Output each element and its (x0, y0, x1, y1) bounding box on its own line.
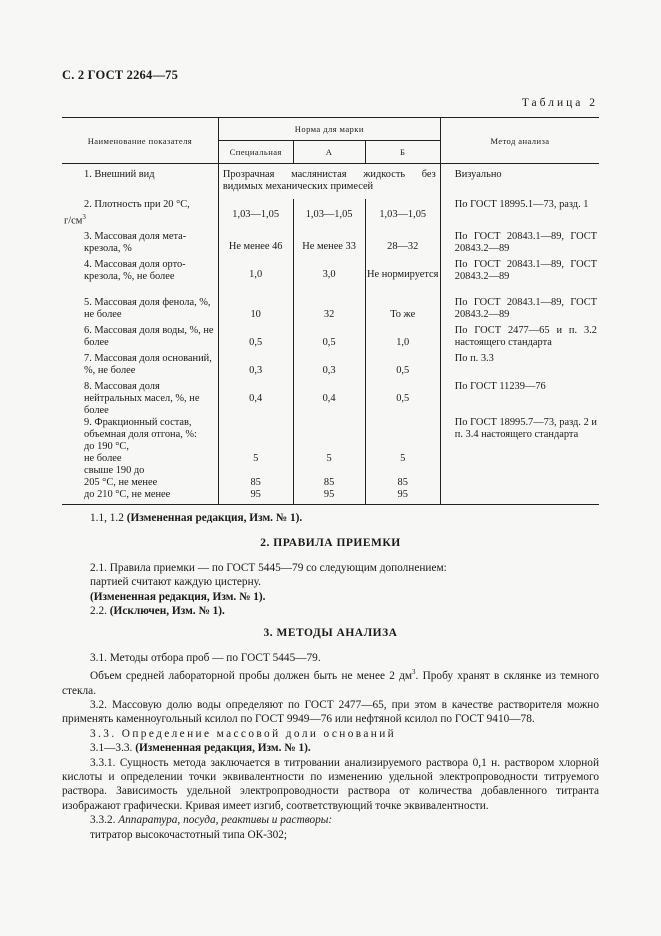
table-row: 3. Массовая доля мета-крезола, % Не менее 46 Не менее 33 28—32 По ГОСТ 20843.1—89, ГОСТ 20843.2—89 (62, 231, 599, 259)
section-2-body: 2.1. Правила приемки — по ГОСТ 5445—79 со следующим дополнением: партией считают каждую цистерну. (Измененная редакция, Изм. № 1). 2.2. (Исключен, Изм. № 1). (90, 562, 447, 618)
table-row: 8. Массовая доля нейтральных масел, %, не более 0,4 0,4 0,5 По ГОСТ 11239—76 (62, 381, 599, 417)
table-row: 2. Плотность при 20 °С, $г/см^3$ 1,03—1,05 1,03—1,05 1,03—1,05 По ГОСТ 18995.1—73, разд. 1 (62, 199, 599, 231)
spec-table (62, 117, 599, 505)
col-header-name: Наименование показателя (62, 118, 218, 164)
section-3-title: 3. МЕТОДЫ АНАЛИЗА (263, 627, 398, 639)
col-header-b: Б (365, 141, 440, 164)
col-header-special: Специальная (218, 141, 293, 164)
table-row: 6. Массовая доля воды, %, не более 0,5 0,5 1,0 По ГОСТ 2477—65 и п. 3.2 настоящего стандарта (62, 325, 599, 353)
row1-norm: Прозрачная маслянистая жидкость без видимых механических примесей (218, 164, 440, 200)
table-row: 7. Массовая доля оснований, %, не более 0,3 0,3 0,5 По п. 3.3 (62, 353, 599, 381)
section-2-title: 2. ПРАВИЛА ПРИЕМКИ (260, 537, 401, 549)
table-row: 1. Внешний вид Прозрачная маслянистая жидкость без видимых механических примесей Визуально (62, 164, 599, 200)
table-row: 4. Массовая доля орто-крезола, %, не более 1,0 3,0 Не нормируется По ГОСТ 20843.1—89, ГОСТ 20843.2—89 (62, 259, 599, 297)
col-header-method: Метод анализа (440, 118, 599, 164)
col-header-norm: Норма для марки (218, 118, 440, 141)
col-header-a: А (293, 141, 365, 164)
table-note: 1.1, 1.2 (Измененная редакция, Изм. № 1). (90, 512, 303, 524)
row1-method: Визуально (440, 164, 599, 200)
table-caption: Таблица 2 (521, 97, 598, 109)
table-row: 9. Фракционный состав, объемная доля отгона, %: до 190 °С, не более свыше 190 до 205 °С, не менее до 210 °С, не менее 5 85 95 5 85 95 5 85 95 По ГОСТ 18995.7—73, разд. 2 и п. 3.4 настоящего стандарта (62, 417, 599, 505)
table-row: 5. Массовая доля фенола, %, не более 10 32 То же По ГОСТ 20843.1—89, ГОСТ 20843.2—89 (62, 297, 599, 325)
page-header: С. 2 ГОСТ 2264—75 (62, 68, 179, 82)
section-3-body: 3.1. Методы отбора проб — по ГОСТ 5445—79. Объем средней лабораторной пробы должен быть не менее 2 $дм^3$. Пробу хранят в склянке из темного стекла. 3.2. Массовую долю воды определяют по ГОСТ 2477—65, при этом в качестве растворителя можно применять каменноугольный ксилол по ГОСТ 9949—76 или нефтяной ксилол по ГОСТ 9410—78. 3.3. Определение массовой доли оснований 3.1—3.3. (Измененная редакция, Изм. № 1). 3.3.1. Сущность метода заключается в титровании анализируемого раствора 0,1 н. раствором хлорной кислоты и определении точки эквивалентности по изменению удельной электропроводности титруемого раствора. Зависимость удельной электропроводности раствора от количества добавленного титранта изображают графически. Кривая имеет изгиб, соответствующий точке эквивалентности. 3.3.2. Аппаратура, посуда, реактивы и растворы: титратор высокочастотный типа ОК-302; (62, 652, 600, 841)
